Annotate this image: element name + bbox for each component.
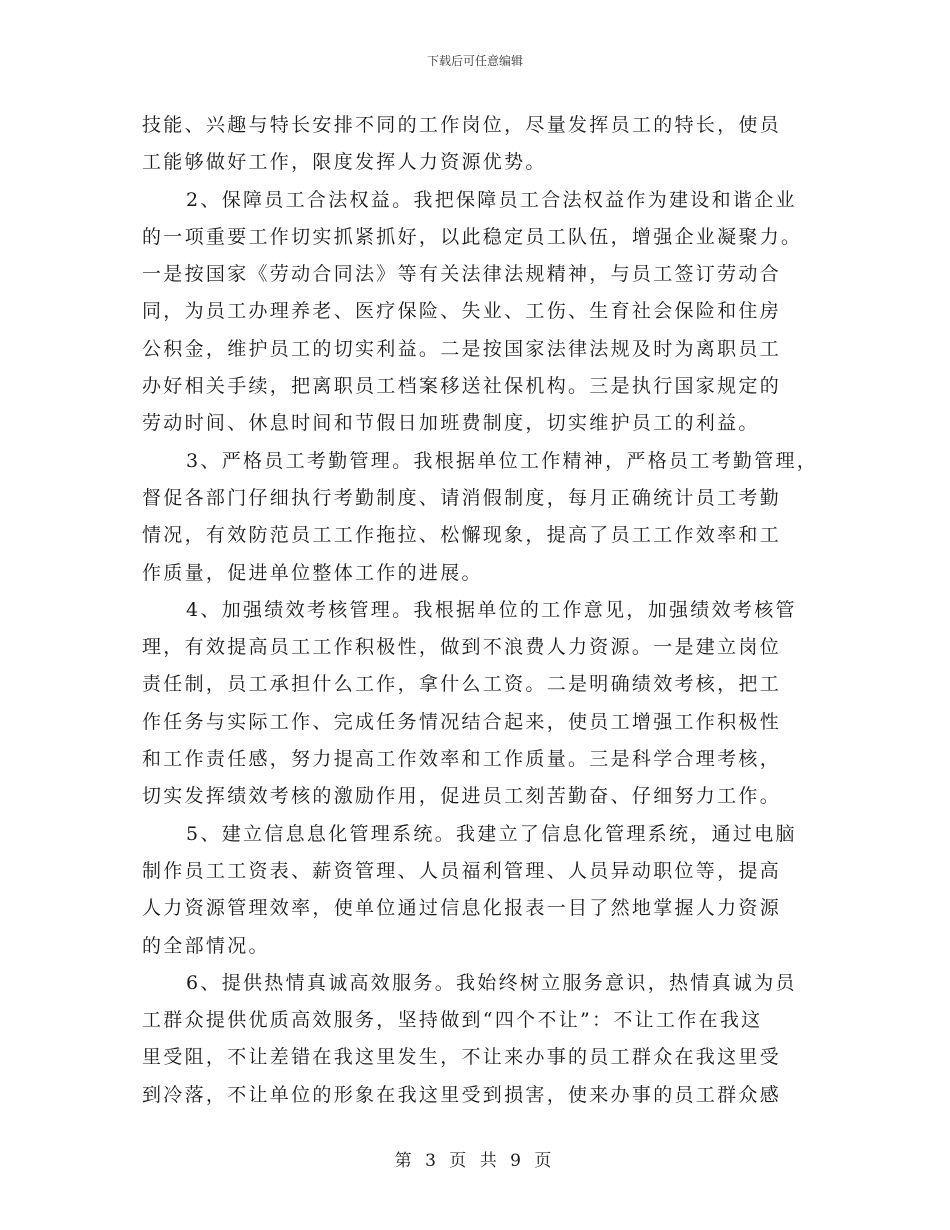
paragraph-2 bbox=[142, 182, 814, 443]
text-line: 作质量，促进单位整体工作的进展。 bbox=[142, 561, 483, 584]
paragraph-4 bbox=[142, 592, 814, 816]
text-line: 技能、兴趣与特长安排不同的工作岗位，尽量发挥员工的特长，使员 bbox=[142, 114, 782, 136]
text-line: 工能够做好工作，限度发挥人力资源优势。 bbox=[142, 151, 547, 174]
document-body bbox=[142, 107, 819, 1114]
text-line: 人力资源管理效率，使单位通过信息化报表一目了然地掌握人力资源 bbox=[142, 897, 782, 920]
text-line: 情况，有效防范员工工作拖拉、松懈现象，提高了员工工作效率和工 bbox=[142, 524, 782, 547]
text-line: 工群众提供优质高效服务，坚持做到“四个不让”：不让工作在我这 bbox=[142, 1009, 763, 1032]
text-line: 和工作责任感，努力提高工作效率和工作质量。三是科学合理考核， bbox=[142, 748, 782, 771]
paragraph-5 bbox=[142, 816, 814, 965]
page-header-note: 下载后可任意编辑 bbox=[426, 54, 523, 68]
text-line: 5、建立信息息化管理系统。我建立了信息化管理系统，通过电脑 bbox=[186, 822, 797, 845]
paragraph-3 bbox=[142, 443, 819, 592]
text-line: 理，有效提高员工工作积极性，做到不浪费人力资源。一是建立岗位 bbox=[142, 636, 782, 659]
text-line: 4、加强绩效考核管理。我根据单位的工作意见，加强绩效考核管 bbox=[186, 598, 797, 621]
text-line: 作任务与实际工作、完成任务情况结合起来，使员工增强工作积极性 bbox=[142, 710, 782, 733]
text-line: 到冷落，不让单位的形象在我这里受到损害，使来办事的员工群众感 bbox=[142, 1083, 782, 1106]
text-line: 一是按国家《劳动合同法》等有关法律法规精神，与员工签订劳动合 bbox=[142, 263, 782, 286]
text-line: 6、提供热情真诚高效服务。我始终树立服务意识，热情真诚为员 bbox=[186, 971, 797, 994]
paragraph-1 bbox=[142, 107, 814, 182]
text-line: 同，为员工办理养老、医疗保险、失业、工伤、生育社会保险和住房 bbox=[142, 300, 782, 323]
text-line: 切实发挥绩效考核的激励作用，促进员工刻苦勤奋、仔细努力工作。 bbox=[142, 785, 782, 808]
text-line: 劳动时间、休息时间和节假日加班费制度，切实维护员工的利益。 bbox=[142, 412, 760, 435]
text-line: 2、保障员工合法权益。我把保障员工合法权益作为建设和谐企业 bbox=[186, 188, 797, 211]
text-line: 办好相关手续，把离职员工档案移送社保机构。三是执行国家规定的 bbox=[142, 375, 782, 398]
text-line: 的全部情况。 bbox=[142, 934, 270, 957]
text-line: 3、严格员工考勤管理。我根据单位工作精神，严格员工考勤管理， bbox=[186, 449, 819, 472]
page-number: 第 3 页 共 9 页 bbox=[394, 1151, 556, 1171]
paragraph-6 bbox=[142, 965, 814, 1114]
text-line: 责任制，员工承担什么工作，拿什么工资。二是明确绩效考核，把工 bbox=[142, 673, 782, 696]
text-line: 里受阻，不让差错在我这里发生，不让来办事的员工群众在我这里受 bbox=[142, 1046, 782, 1069]
text-line: 督促各部门仔细执行考勤制度、请消假制度，每月正确统计员工考勤 bbox=[142, 486, 782, 509]
text-line: 的一项重要工作切实抓紧抓好，以此稳定员工队伍，增强企业凝聚力。 bbox=[142, 225, 803, 248]
text-line: 制作员工工资表、薪资管理、人员福利管理、人员异动职位等，提高 bbox=[142, 859, 782, 882]
text-line: 公积金，维护员工的切实利益。二是按国家法律法规及时为离职员工 bbox=[142, 337, 782, 360]
